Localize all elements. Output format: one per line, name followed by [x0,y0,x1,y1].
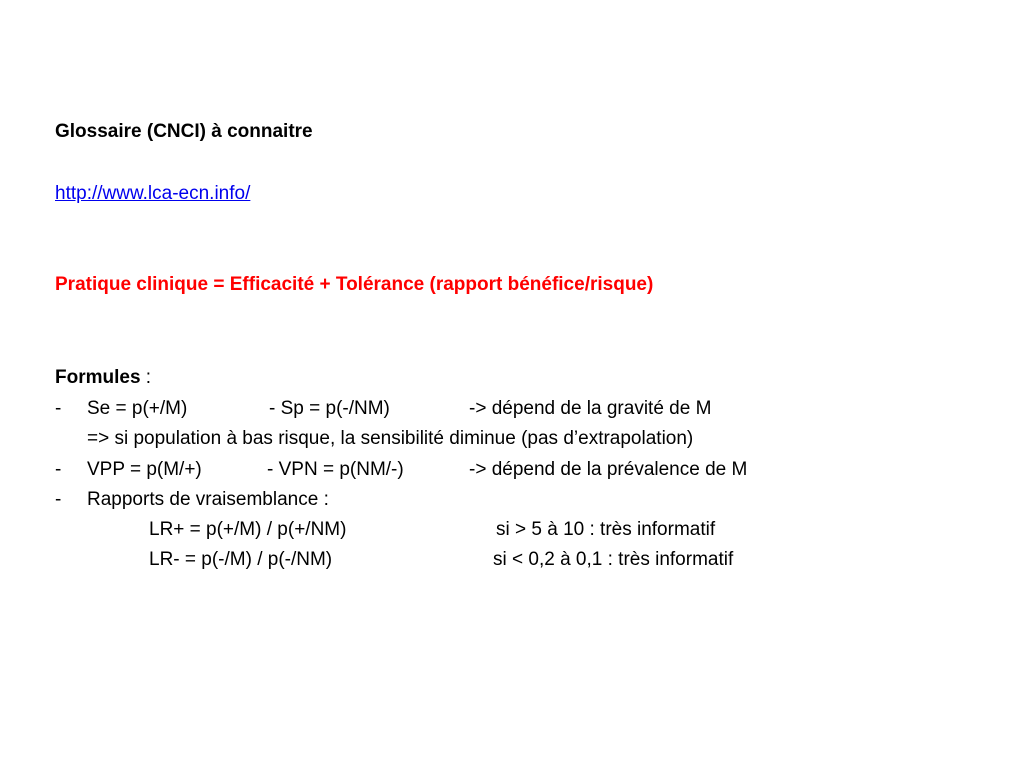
se-sp-note: -> dépend de la gravité de M [469,398,712,419]
vpn-formula: - VPN = p(NM/-) [267,459,404,480]
vpp-vpn-note: -> dépend de la prévalence de M [469,459,748,480]
sp-formula: - Sp = p(-/NM) [269,398,390,419]
practice-formula-line: Pratique clinique = Efficacité + Tolérance (rapport bénéfice/risque) [55,274,654,295]
formulas-colon: : [140,367,152,388]
bullet-vpp: - [55,459,62,480]
formulas-heading: Formules [55,367,141,388]
lr-plus-formula: LR+ = p(+/M) / p(+/NM) [149,519,347,540]
se-sub-note: => si population à bas risque, la sensibilité diminue (pas d’extrapolation) [87,428,694,449]
vpp-formula: VPP = p(M/+) [87,459,202,480]
bullet-lr: - [55,489,62,510]
lr-plus-note: si > 5 à 10 : très informatif [496,519,716,540]
bullet-se: - [55,398,62,419]
lr-minus-note: si < 0,2 à 0,1 : très informatif [493,549,734,570]
formulas-heading-line [55,366,151,390]
se-formula: Se = p(+/M) [87,398,188,419]
glossary-title: Glossaire (CNCI) à connaitre [55,121,313,142]
lca-ecn-link[interactable]: http://www.lca-ecn.info/ [55,183,251,204]
lr-heading: Rapports de vraisemblance : [87,489,329,510]
lr-minus-formula: LR- = p(-/M) / p(-/NM) [149,549,333,570]
